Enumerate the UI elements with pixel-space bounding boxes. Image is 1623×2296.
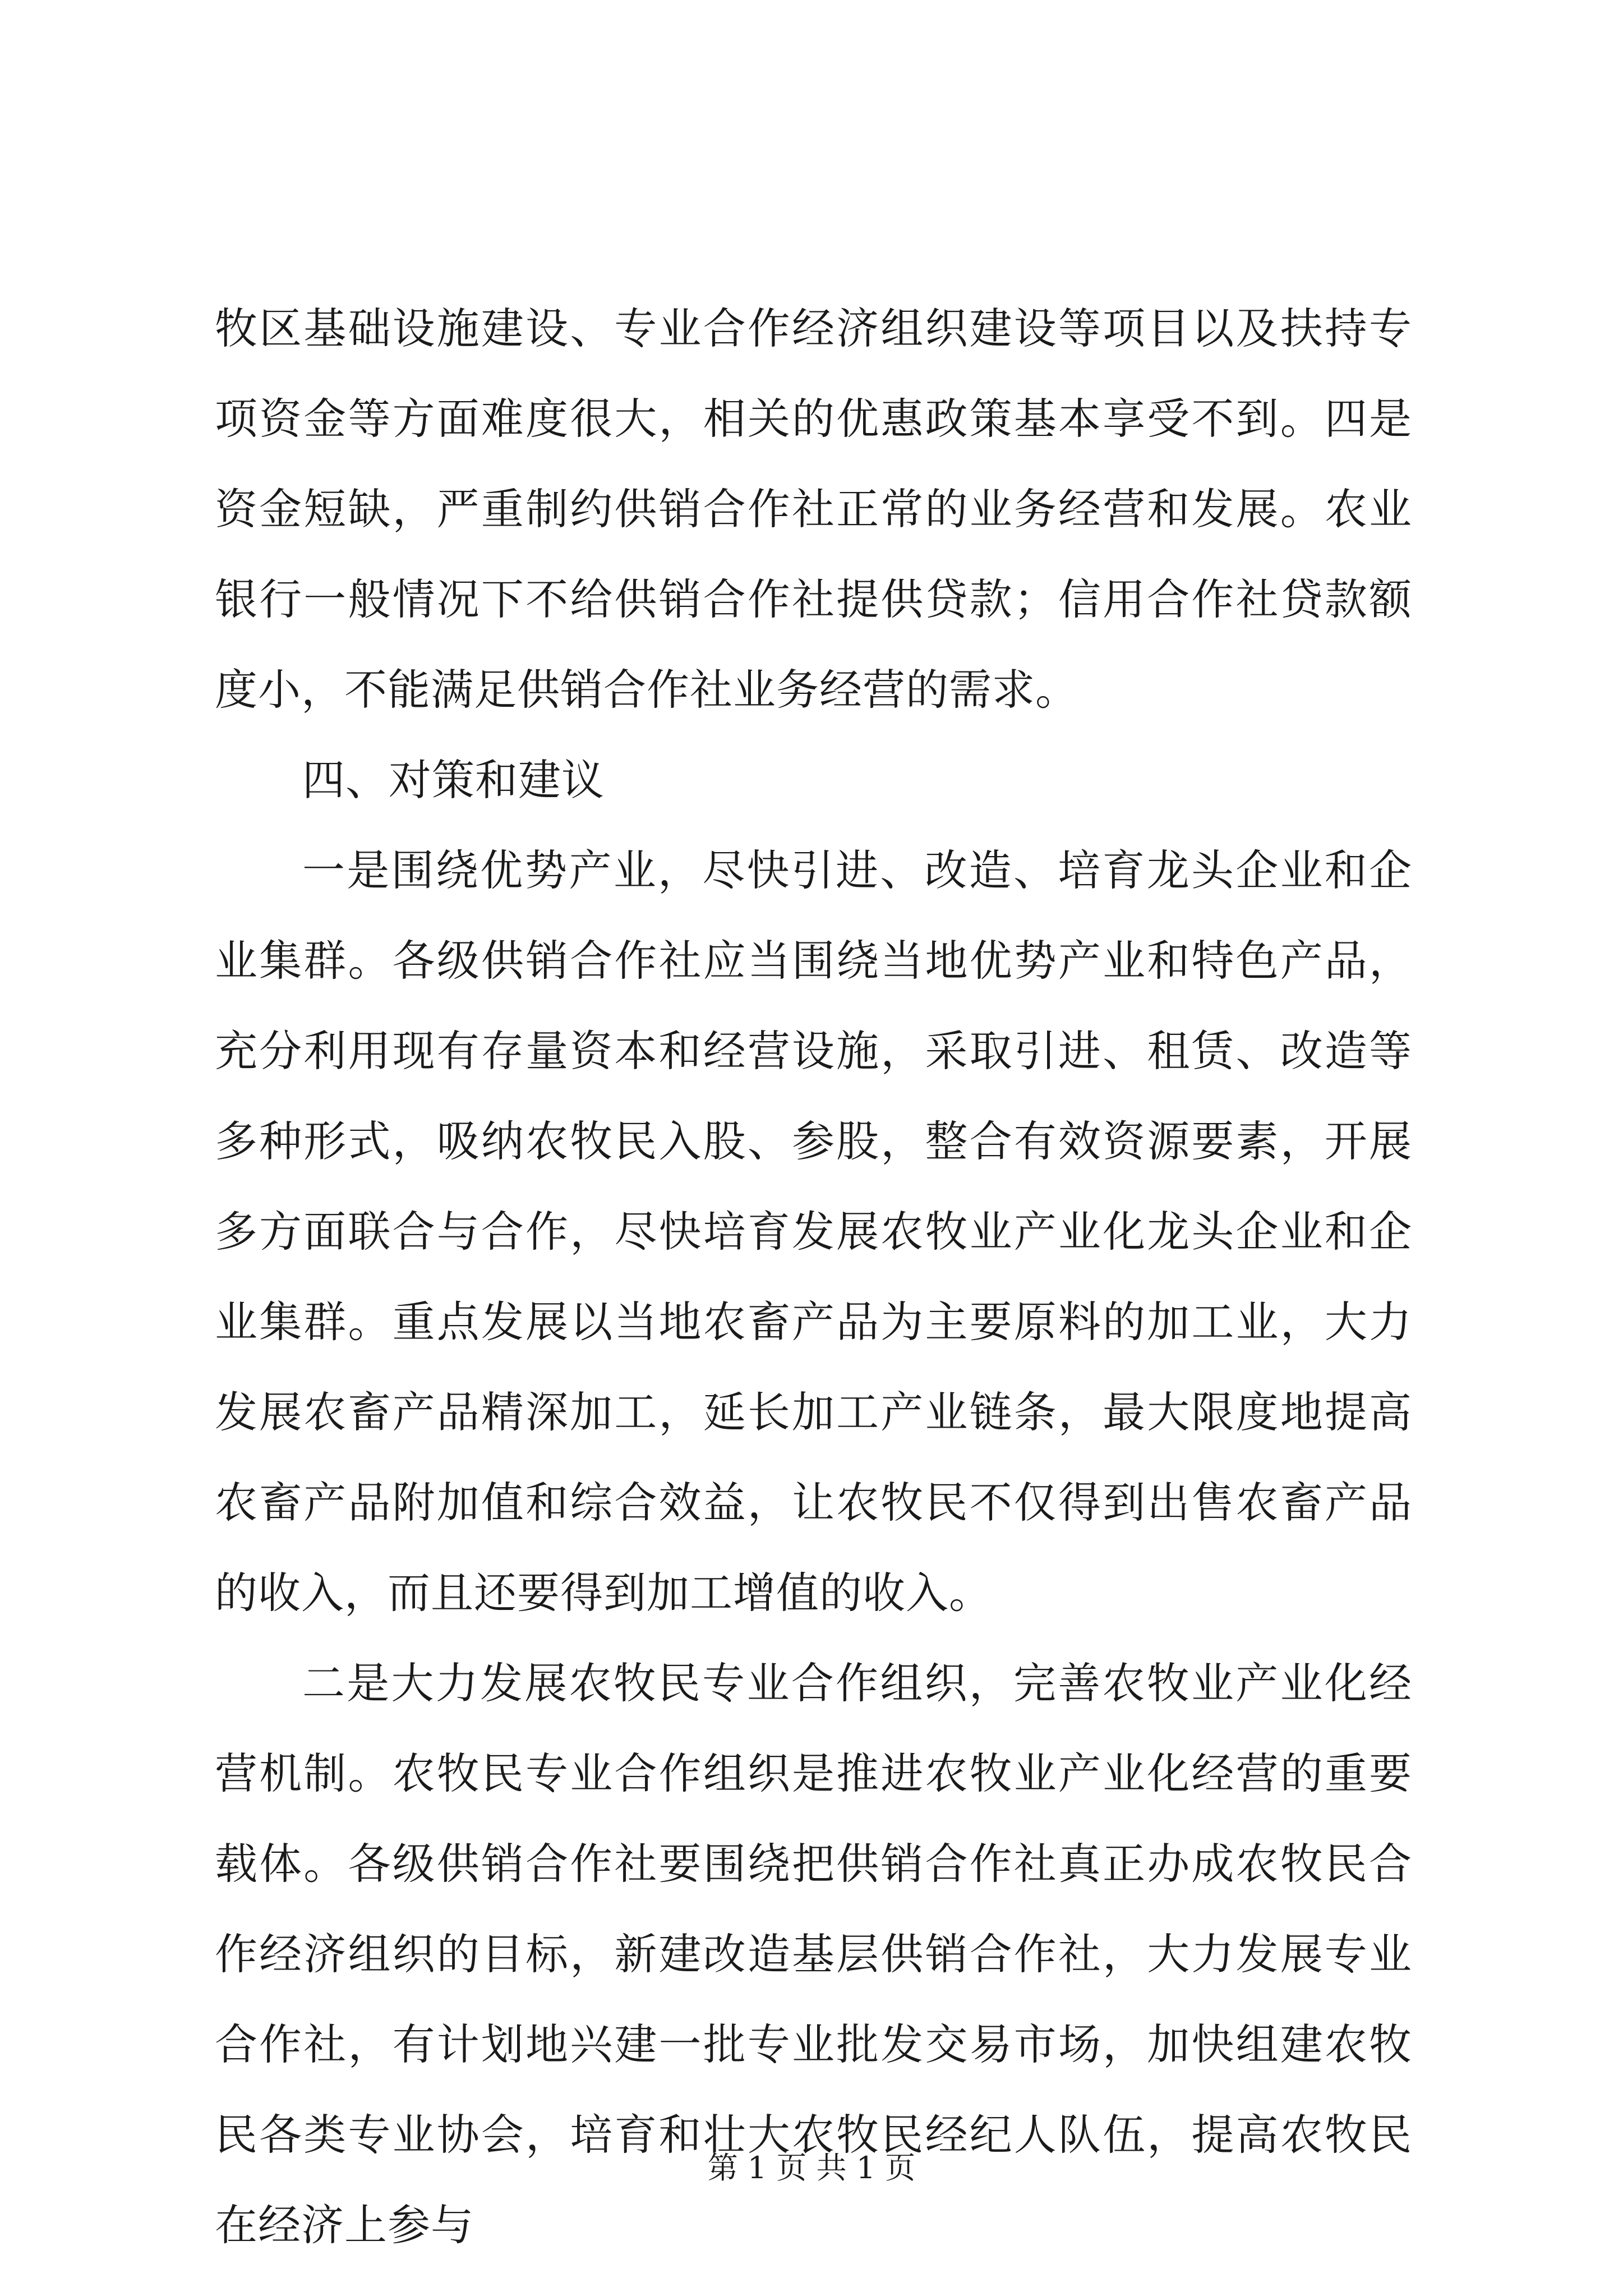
section-heading: 四、对策和建议	[302, 755, 605, 805]
paragraph-1: 牧区基础设施建设、专业合作经济组织建设等项目以及扶持专项资金等方面难度很大，相关的优惠政策基本享受不到。四是资金短缺，严重制约供销合作社正常的业务经营和发展。农业银行一般情况下不给供销合作社提供贷款；信用合作社贷款额度小，不能满足供销合作社业务经营的需求。	[215, 303, 1412, 715]
document-body	[215, 283, 1412, 2270]
paragraph-3: 二是大力发展农牧民专业合作组织，完善农牧业产业化经营机制。农牧民专业合作组织是推进农牧业产业化经营的重要载体。各级供销合作社要围绕把供销合作社真正办成农牧民合作经济组织的目标，新建改造基层供销合作社，大力发展专业合作社，有计划地兴建一批专业批发交易市场，加快组建农牧民各类专业协会，培育和壮大农牧民经纪人队伍，提高农牧民在经济上参与	[215, 1658, 1412, 2250]
paragraph-2: 一是围绕优势产业，尽快引进、改造、培育龙头企业和企业集群。各级供销合作社应当围绕当地优势产业和特色产品，充分利用现有存量资本和经营设施，采取引进、租赁、改造等多种形式，吸纳农牧民入股、参股，整合有效资源要素，开展多方面联合与合作，尽快培育发展农牧业产业化龙头企业和企业集群。重点发展以当地农畜产品为主要原料的加工业，大力发展农畜产品精深加工，延长加工产业链条，最大限度地提高农畜产品附加值和综合效益，让农牧民不仅得到出售农畜产品的收入，而且还要得到加工增值的收入。	[215, 845, 1412, 1618]
page-footer: 第 1 页 共 1 页	[707, 2150, 916, 2185]
